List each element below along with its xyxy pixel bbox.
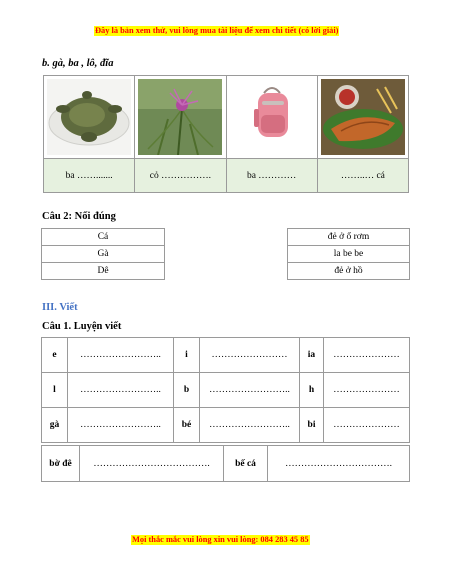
match-left-column bbox=[41, 228, 165, 280]
match-left-item[interactable]: Gà bbox=[42, 246, 165, 263]
practice-letter: h bbox=[300, 373, 324, 408]
writing-practice-words-table bbox=[41, 445, 410, 482]
answer-blank[interactable]: ba ……....... bbox=[44, 159, 135, 193]
match-right-column bbox=[287, 228, 410, 280]
practice-blank[interactable]: ………………… bbox=[324, 408, 410, 443]
practice-letter: e bbox=[42, 338, 68, 373]
turtle-picture-icon bbox=[47, 79, 131, 155]
practice-word: bế cá bbox=[224, 446, 268, 482]
section3-heading: III. Viết bbox=[42, 302, 78, 313]
match-right-item[interactable]: đẻ ở hồ bbox=[288, 263, 410, 280]
practice-blank[interactable]: …………………….. bbox=[68, 408, 174, 443]
fried-fish-picture-icon bbox=[321, 79, 405, 155]
practice-blank[interactable]: …………………….. bbox=[68, 338, 174, 373]
picture-cell bbox=[317, 76, 408, 159]
practice-blank[interactable]: ……………………………. bbox=[268, 446, 410, 482]
practice-blank[interactable]: …………………… bbox=[200, 338, 300, 373]
backpack-picture-icon bbox=[230, 79, 314, 155]
match-left-item[interactable]: Cá bbox=[42, 229, 165, 246]
answer-blank[interactable]: ba ………… bbox=[226, 159, 317, 193]
exercise-b-heading: b. gà, ba , lô, đĩa bbox=[42, 58, 114, 69]
picture-cell bbox=[135, 76, 226, 159]
practice-blank[interactable]: …………………….. bbox=[200, 373, 300, 408]
answer-blank[interactable]: ……..… cá bbox=[317, 159, 408, 193]
practice-word: bờ đê bbox=[42, 446, 80, 482]
practice-letter: i bbox=[174, 338, 200, 373]
writing-question-heading: Câu 1. Luyện viết bbox=[42, 321, 122, 332]
match-left-item[interactable]: Dê bbox=[42, 263, 165, 280]
match-right-item[interactable]: la be be bbox=[288, 246, 410, 263]
practice-blank[interactable]: …………………….. bbox=[200, 408, 300, 443]
picture-cell bbox=[226, 76, 317, 159]
practice-letter: bé bbox=[174, 408, 200, 443]
answer-blank[interactable]: cỏ ……………. bbox=[135, 159, 226, 193]
picture-cell bbox=[44, 76, 135, 159]
practice-blank[interactable]: ………………… bbox=[324, 373, 410, 408]
practice-blank[interactable]: ………………………………. bbox=[80, 446, 224, 482]
practice-blank[interactable]: ………………… bbox=[324, 338, 410, 373]
contact-banner: Mọi thắc mắc vui lòng xin vui lòng: 084 283 45 85 bbox=[132, 535, 309, 544]
flower-picture-icon bbox=[138, 79, 222, 155]
practice-letter: bi bbox=[300, 408, 324, 443]
practice-letter: b bbox=[174, 373, 200, 408]
match-right-item[interactable]: đẻ ở ổ rơm bbox=[288, 229, 410, 246]
picture-word-table bbox=[43, 75, 409, 193]
practice-letter: gà bbox=[42, 408, 68, 443]
question2-heading: Câu 2: Nối đúng bbox=[42, 211, 116, 222]
preview-notice-banner: Đây là bản xem thử, vui lòng mua tài liệu để xem chi tiết (có lời giải) bbox=[95, 26, 339, 35]
practice-blank[interactable]: …………………….. bbox=[68, 373, 174, 408]
practice-letter: l bbox=[42, 373, 68, 408]
practice-letter: ia bbox=[300, 338, 324, 373]
writing-practice-table bbox=[41, 337, 410, 443]
